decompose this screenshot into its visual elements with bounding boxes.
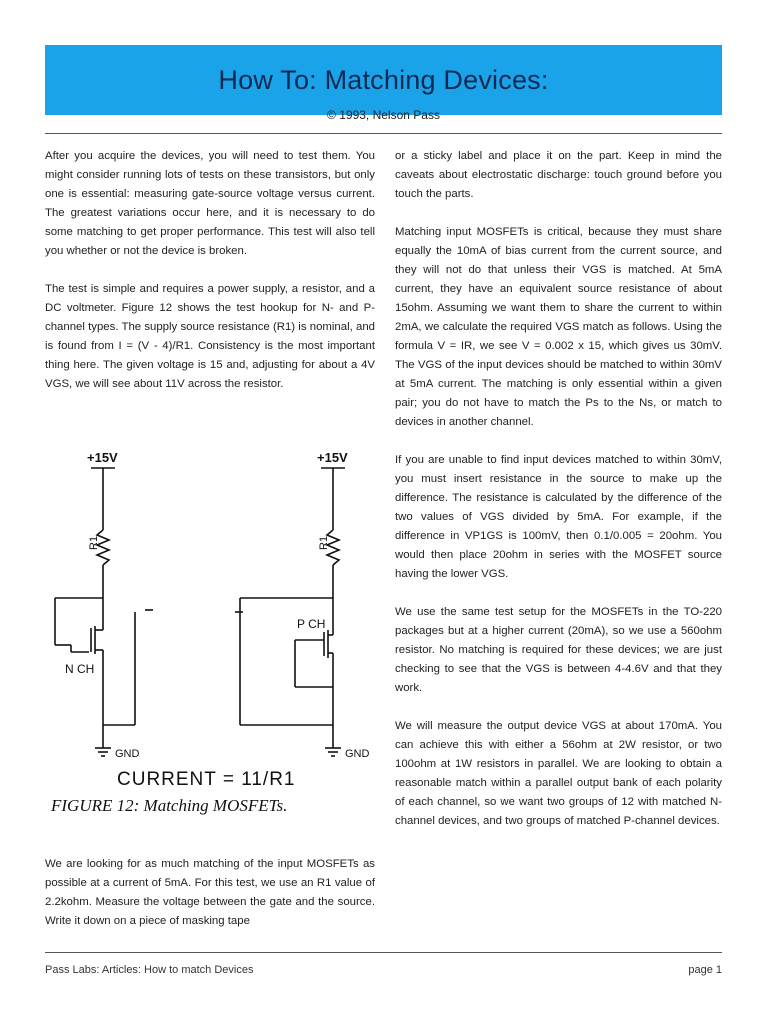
paragraph: We are looking for as much matching of the input MOSFETs as possible at a current of 5mA. For this test, we use an R1 value of 2.2kohm. Measure the voltage between the gate and the source. Write it down on a piece of masking tape <box>45 858 375 927</box>
left-column <box>45 147 375 413</box>
ground-label-left: GND <box>115 748 140 760</box>
paragraph: After you acquire the devices, you will need to test them. You might consider running lots of tests on these transistors, but only one is essential: measuring gate-source voltage versus current. The greatest variations occur here, and it is necessary to do some matching to get proper performance. This test will also tell you whether or not the device is broken. <box>45 150 375 257</box>
page-title: How To: Matching Devices: <box>218 64 549 95</box>
page-number: page 1 <box>688 964 722 976</box>
ground-label-right: GND <box>345 748 370 760</box>
pch-label: P CH <box>297 617 326 631</box>
matching-mosfets-schematic <box>45 440 375 825</box>
figure-12 <box>45 440 375 825</box>
paragraph: We use the same test setup for the MOSFETs in the TO-220 packages but at a higher current (20mA), so we use a 560ohm resistor. No matching is required for these devices; we are just checking to see that the VGS is between 4-4.6V and that they work. <box>395 606 722 694</box>
header-divider <box>45 133 722 134</box>
supply-label-right: +15V <box>317 450 348 465</box>
resistor-label-right: R1 <box>318 535 330 550</box>
nch-label: N CH <box>65 662 95 676</box>
title-banner <box>45 45 722 115</box>
current-formula: CURRENT = 11/R1 <box>117 769 296 790</box>
supply-label-left: +15V <box>87 450 118 465</box>
footer-source: Pass Labs: Articles: How to match Devices <box>45 964 254 976</box>
left-column-bottom <box>45 855 375 950</box>
paragraph: We will measure the output device VGS at about 170mA. You can achieve this with either a 56ohm at 2W resistor, or two 100ohm at 1W resistors in parallel. We are looking to obtain a reasonable match within a parallel output bank of each polarity of each channel, so we want two groups of 12 with matched N- channel devices, and two groups of matched P-channel devices. <box>395 720 722 827</box>
byline: © 1993, Nelson Pass <box>327 108 440 122</box>
resistor-label-left: R1 <box>88 535 100 550</box>
paragraph: If you are unable to find input devices matched to within 30mV, you must insert resistance in the source to make up the difference. The resistance is calculated by the difference of the two values of VGS divided by 5mA. For example, if the difference in VP1GS is 100mV, then 0.1/0.005 = 20ohm. You would then place 20ohm in series with the MOSFET source having the lower VGS. <box>395 454 722 580</box>
figure-caption: FIGURE 12: Matching MOSFETs. <box>51 796 288 815</box>
paragraph: Matching input MOSFETs is critical, because they must share equally the 10mA of bias current from the current source, and they will not do that unless their VGS is matched. At 5mA current, they have an equivalent source resistance of about 15ohm. Assuming we want them to share the current to within 2mA, we calculate the required VGS match as follows. Using the formula V = IR, we see V = 0.002 x 15, which gives us 30mV. The VGS of the input devices should be matched to within 30mV at 5mA current. The matching is only essential within a given pair; you do not have to match the Ps to the Ns, or match to devices in another channel. <box>395 226 722 428</box>
right-column <box>395 147 722 850</box>
paragraph: or a sticky label and place it on the part. Keep in mind the caveats about electrostatic discharge: touch ground before you touch the parts. <box>395 150 722 200</box>
paragraph: The test is simple and requires a power supply, a resistor, and a DC voltmeter. Figure 12 shows the test hookup for N- and P-channel types. The supply source resistance (R1) is nominal, and is found from I = (V - 4)/R1. Consistency is the most important thing here. The given voltage is 15 and, adjusting for about a 4V VGS, we will see about 11V across the resistor. <box>45 283 375 390</box>
footer-divider <box>45 952 722 953</box>
